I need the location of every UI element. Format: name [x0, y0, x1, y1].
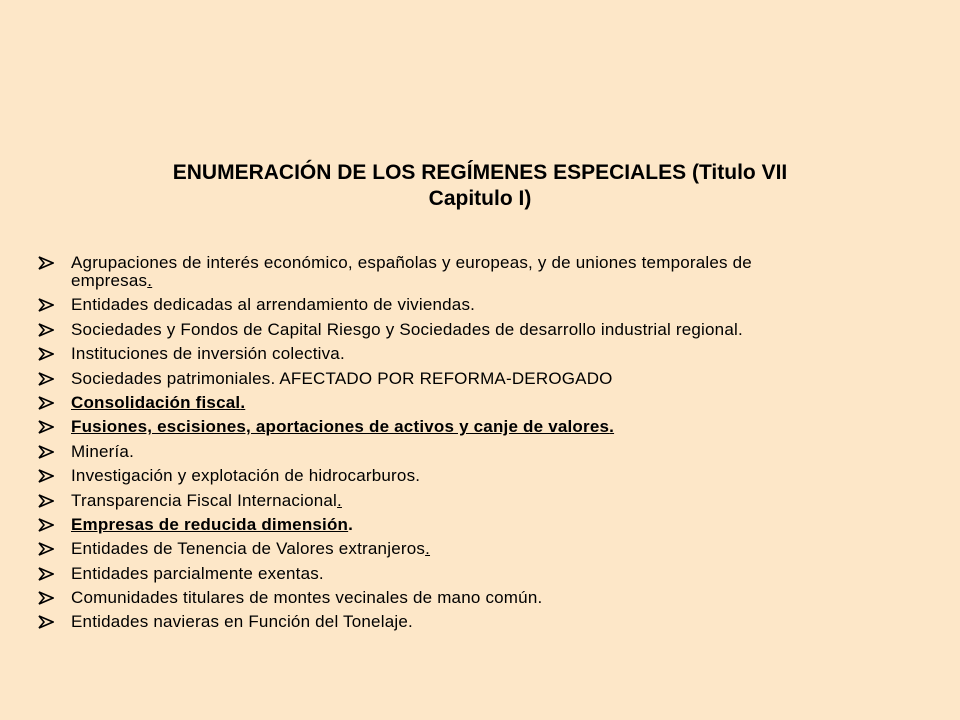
arrowhead-bullet-icon [38, 298, 54, 312]
list-item-suffix: . [337, 490, 342, 510]
list-item-text: Comunidades titulares de montes vecinales de mano común [71, 588, 538, 608]
list-item-text: Sociedades patrimoniales. AFECTADO POR REFORMA-DEROGADO [71, 368, 613, 388]
list-item [38, 370, 838, 388]
arrowhead-bullet-icon [38, 347, 54, 361]
arrowhead-bullet-icon [38, 615, 54, 629]
list-item-text: Empresas de reducida dimensión [71, 514, 349, 534]
arrowhead-bullet-icon [38, 542, 54, 556]
list-item [38, 296, 838, 314]
list-item-suffix: . [425, 539, 431, 559]
list-item [38, 443, 838, 461]
list-item-text: Instituciones de inversión colectiva. [71, 344, 345, 364]
list-item [38, 394, 838, 412]
arrowhead-bullet-icon [38, 420, 54, 434]
arrowhead-bullet-icon [38, 256, 54, 270]
list-item-suffix: . [609, 417, 615, 437]
list-item-text: Entidades dedicadas al arrendamiento de viviendas. [71, 295, 476, 315]
page-title [20, 160, 940, 212]
arrowhead-bullet-icon [38, 469, 54, 483]
list-item-suffix: . [537, 588, 543, 608]
list-item-text: Consolidación fiscal [71, 392, 241, 412]
list-item [38, 565, 838, 583]
list-item-text: Agrupaciones de interés económico, españolas y europeas, y de uniones temporales de empresas [71, 253, 752, 290]
list-item-text: Investigación y explotación de hidrocarburos. [71, 466, 421, 486]
list-item [38, 540, 838, 558]
list-item-text: Fusiones, escisiones, aportaciones de activos y canje de valores [71, 417, 610, 437]
list-item [38, 516, 838, 534]
list-item-text: Entidades parcialmente exentas. [71, 563, 324, 583]
regimes-list [38, 254, 838, 638]
list-item [38, 321, 838, 339]
arrowhead-bullet-icon [38, 372, 54, 386]
list-item [38, 492, 838, 510]
list-item [38, 589, 838, 607]
list-item [38, 345, 838, 363]
arrowhead-bullet-icon [38, 445, 54, 459]
arrowhead-bullet-icon [38, 518, 54, 532]
arrowhead-bullet-icon [38, 591, 54, 605]
arrowhead-bullet-icon [38, 396, 54, 410]
arrowhead-bullet-icon [38, 323, 54, 337]
arrowhead-bullet-icon [38, 567, 54, 581]
list-item-suffix: . [147, 271, 153, 290]
list-item-text: Entidades de Tenencia de Valores extranjeros [71, 539, 426, 559]
list-item [38, 613, 838, 631]
title-line-1: ENUMERACIÓN DE LOS REGÍMENES ESPECIALES (Titulo VII [172, 161, 788, 184]
list-item-text: Transparencia Fiscal Internacional [71, 490, 338, 510]
arrowhead-bullet-icon [38, 494, 54, 508]
list-item-text: Sociedades y Fondos de Capital Riesgo y Sociedades de desarrollo industrial regional. [71, 319, 743, 339]
title-line-2: Capitulo I) [428, 187, 532, 210]
list-item [38, 254, 838, 290]
list-item [38, 418, 838, 436]
list-item [38, 467, 838, 485]
list-item-text: Minería. [71, 441, 135, 461]
list-item-suffix: . [240, 392, 246, 412]
list-item-suffix: . [348, 514, 354, 534]
list-item-text: Entidades navieras en Función del Tonelaje. [71, 612, 413, 632]
